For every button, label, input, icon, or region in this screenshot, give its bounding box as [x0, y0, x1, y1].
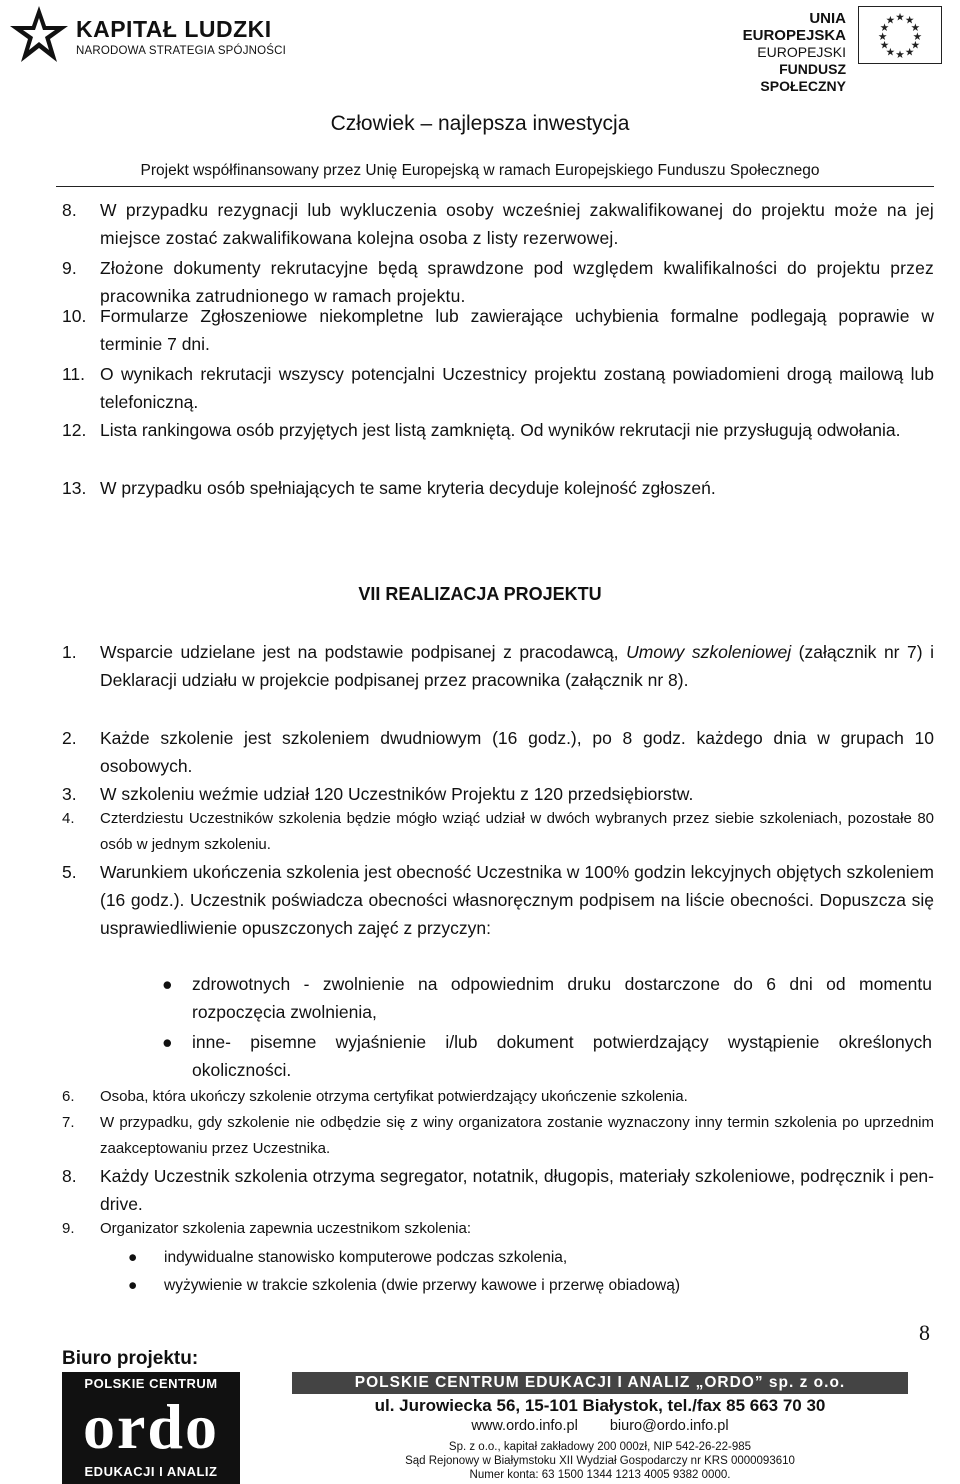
kapital-ludzki-title: KAPITAŁ LUDZKI — [76, 16, 272, 42]
ordo-logo-word: ordo — [83, 1391, 219, 1462]
svg-text:★: ★ — [877, 29, 888, 43]
item-text: W szkoleniu weźmie udział 120 Uczestników Projektu z 120 przedsiębiorstw. — [100, 784, 694, 804]
item-text: O wynikach rekrutacji wszyscy potencjalni Uczestnicy projektu zostaną powiadomieni drogą mailową lub telefoniczną. — [100, 364, 934, 412]
organization-name: POLSKIE CENTRUM EDUKACJI I ANALIZ „ORDO” sp. z o.o. — [292, 1372, 908, 1394]
item-number: 7. — [62, 1114, 75, 1131]
page-number: 8 — [919, 1320, 930, 1345]
list-item — [62, 806, 934, 858]
email-link[interactable]: biuro@ordo.info.pl — [609, 1418, 729, 1434]
svg-text:★: ★ — [910, 21, 921, 35]
item-text: Każdy Uczestnik szkolenia otrzyma segregator, notatnik, długopis, materiały szkoleniowe, podręcznik i pen-drive. — [100, 1166, 934, 1214]
list-item — [62, 416, 934, 444]
item-number: 9. — [62, 258, 77, 278]
agreement-name: Umowy szkoleniowej — [626, 642, 792, 662]
list-item — [162, 1028, 932, 1084]
svg-text:★: ★ — [895, 48, 905, 62]
eu-flag-icon — [858, 6, 942, 64]
item-number: 8. — [62, 200, 77, 220]
item-text: Formularze Zgłoszeniowe niekompletne lub zawierające uchybienia formalne podlegają poprawie w terminie 7 dni. — [100, 306, 934, 354]
item-number: 9. — [62, 1220, 75, 1237]
list-item — [62, 858, 934, 942]
item-number: 10. — [62, 306, 87, 326]
svg-text:★: ★ — [879, 21, 890, 35]
bullet-icon: ● — [128, 1277, 138, 1294]
item-number: 4. — [62, 810, 75, 827]
list-item — [62, 638, 934, 694]
organization-address: ul. Jurowiecka 56, 15-101 Białystok, tel./fax 85 663 70 30 — [374, 1396, 826, 1415]
list-item — [62, 724, 934, 780]
bullet-icon: ● — [162, 974, 173, 994]
item-text: Każde szkolenie jest szkoleniem dwudniowym (16 godz.), po 8 godz. każdego dnia w grupach 10 osobowych. — [100, 728, 934, 776]
list-item — [128, 1244, 888, 1272]
section-title: VII REALIZACJA PROJEKTU — [358, 584, 602, 604]
list-item — [62, 302, 934, 358]
legal-line: Sp. z o.o., kapitał zakładowy 200 000zł, NIP 542-26-22-985 — [448, 1441, 752, 1453]
svg-text:★: ★ — [910, 38, 921, 52]
kapital-ludzki-subtitle: NARODOWA STRATEGIA SPÓJNOŚCI — [76, 45, 287, 57]
list-item — [62, 474, 934, 502]
motto: Człowiek – najlepsza inwestycja — [330, 112, 630, 135]
ordo-logo — [62, 1372, 240, 1484]
list-item — [62, 1162, 934, 1218]
project-office-label: Biuro projektu: — [62, 1348, 199, 1369]
item-text: Organizator szkolenia zapewnia uczestnikom szkolenia: — [100, 1220, 472, 1237]
list-item — [162, 970, 932, 1026]
cofinancing-note: Projekt współfinansowany przez Unię Europejską w ramach Europejskiego Funduszu Społecznego — [140, 162, 820, 179]
ordo-logo-top: POLSKIE CENTRUM — [84, 1376, 218, 1391]
item-text: Czterdziestu Uczestników szkolenia będzie mógło wziąć udział w dwóch wybranych przez siebie szkoleniach, pozostałe 80 osób w jednym szkoleniu. — [100, 810, 934, 853]
item-number: 3. — [62, 784, 77, 804]
bullet-icon: ● — [162, 1032, 173, 1052]
item-text-part: (załącznik nr 7) i Deklaracji udziału w projekcie podpisanej przez pracownika (załącznik nr 8). — [100, 642, 934, 690]
svg-text:★: ★ — [904, 13, 915, 27]
svg-text:★: ★ — [879, 38, 890, 52]
ordo-logo-bottom: EDUKACJI I ANALIZ — [84, 1464, 218, 1479]
list-item — [62, 1216, 934, 1242]
bullet-icon: ● — [128, 1249, 138, 1266]
legal-line: Numer konta: 63 1500 1344 1213 4005 9382 0000. — [469, 1469, 731, 1481]
item-number: 2. — [62, 728, 77, 748]
legal-line: Sąd Rejonowy w Białymstoku XII Wydział Gospodarczy nr KRS 0000093610 — [405, 1455, 795, 1467]
item-number: 13. — [62, 478, 87, 498]
eu-line-1: UNIA EUROPEJSKA — [742, 10, 846, 44]
item-text: Warunkiem ukończenia szkolenia jest obecność Uczestnika w 100% godzin lekcyjnych objętych szkoleniem (16 godz.). Uczestnik poświadcza obecności własnoręcznym podpisem na liście obecności. Dopuszcza się usprawiedliwienie opuszczonych zajęć z przyczyn: — [100, 862, 934, 938]
kapital-ludzki-star-icon — [8, 4, 70, 66]
item-text-part: Wsparcie udzielane jest na podstawie podpisanej z pracodawcą, — [100, 642, 627, 662]
eu-text — [718, 10, 846, 95]
item-text: W przypadku osób spełniających te same kryteria decyduje kolejność zgłoszeń. — [100, 478, 716, 498]
svg-text:★: ★ — [885, 13, 896, 27]
eu-logo — [718, 6, 950, 94]
list-item — [62, 360, 934, 416]
list-item — [62, 196, 934, 252]
item-number: 11. — [62, 364, 86, 384]
item-text: Złożone dokumenty rekrutacyjne będą sprawdzone pod względem kwalifikalności do projektu przez pracownika zatrudnionego w ramach projektu. — [100, 258, 934, 306]
item-number: 12. — [62, 420, 87, 440]
svg-text:★: ★ — [912, 29, 923, 43]
svg-text:★: ★ — [885, 45, 896, 59]
item-text: W przypadku, gdy szkolenie nie odbędzie się z winy organizatora zostanie wyznaczony inny termin szkolenia po uprzednim zaakceptowaniu przez Uczestnika. — [100, 1114, 934, 1157]
svg-text:★: ★ — [895, 10, 905, 24]
item-number: 5. — [62, 862, 77, 882]
item-number: 1. — [62, 642, 77, 662]
svg-text:★: ★ — [904, 45, 915, 59]
website-link[interactable]: www.ordo.info.pl — [471, 1418, 578, 1434]
item-text: Osoba, która ukończy szkolenie otrzyma certyfikat potwierdzający ukończenie szkolenia. — [100, 1088, 688, 1105]
list-item — [62, 780, 934, 808]
header-divider — [56, 186, 934, 187]
page-header — [0, 0, 960, 190]
organization-contact — [292, 1418, 908, 1434]
item-text — [100, 638, 934, 694]
eu-line-2: EUROPEJSKI — [757, 44, 846, 60]
organization-legal — [292, 1440, 908, 1482]
bullet-text: inne- pisemne wyjaśnienie i/lub dokument potwierdzający wystąpienie określonych okoliczności. — [192, 1032, 932, 1080]
bullet-text: zdrowotnych - zwolnienie na odpowiednim druku dostarczone do 6 dni od momentu rozpoczęcia zwolnienia, — [192, 974, 932, 1022]
item-number: 6. — [62, 1088, 75, 1105]
list-item — [128, 1272, 888, 1300]
list-item — [62, 1084, 934, 1110]
bullet-text: wyżywienie w trakcie szkolenia (dwie przerwy kawowe i przerwę obiadową) — [164, 1277, 680, 1294]
kapital-ludzki-logo — [8, 4, 308, 64]
page-footer — [0, 1320, 960, 1484]
bullet-text: indywidualne stanowisko komputerowe podczas szkolenia, — [164, 1249, 568, 1266]
eu-line-3: FUNDUSZ SPOŁECZNY — [760, 61, 846, 94]
item-text: W przypadku rezygnacji lub wykluczenia osoby wcześniej zakwalifikowanej do projektu może na jej miejsce zostać zakwalifikowana kolejna osoba z listy rezerwowej. — [100, 200, 934, 248]
item-number: 8. — [62, 1166, 77, 1186]
list-item — [62, 1110, 934, 1162]
item-text: Lista rankingowa osób przyjętych jest listą zamkniętą. Od wyników rekrutacji nie przysługują odwołania. — [100, 420, 901, 440]
